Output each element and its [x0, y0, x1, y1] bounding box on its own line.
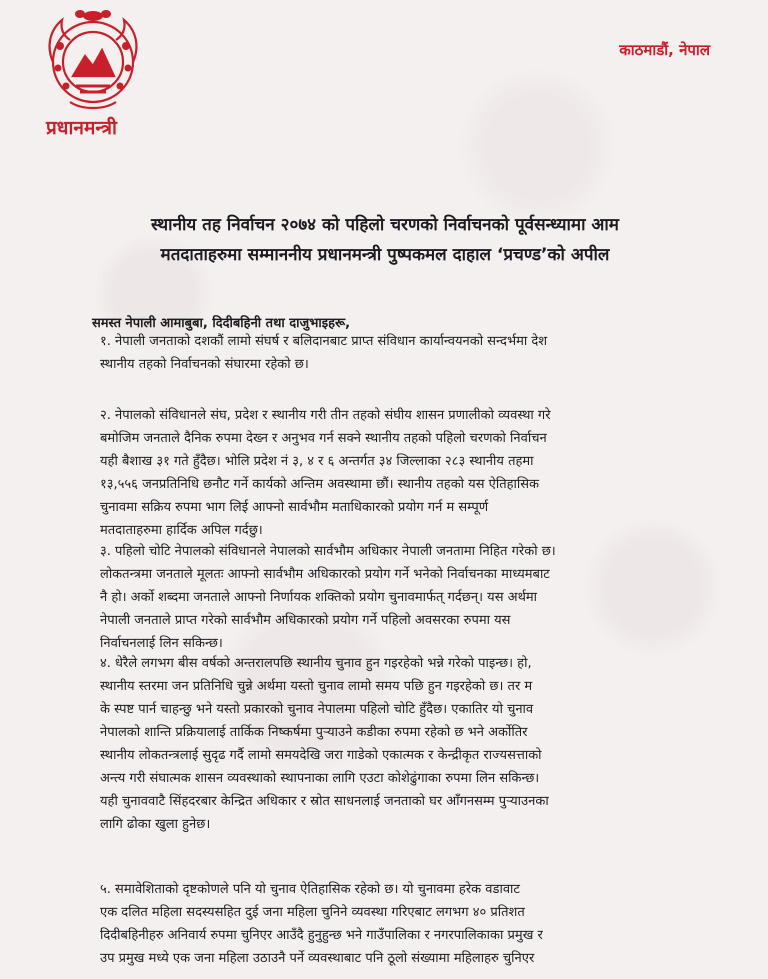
paragraph-line: के स्पष्ट पार्न चाहन्छु भने यस्तो प्रकारको चुनाव नेपालमा पहिलो चोटि हुँदैछ। एकातिर यो चुनाव	[100, 702, 534, 717]
paragraph-line: यही बैशाख ३१ गते हुँदैछ। भोलि प्रदेश नं ३, ४ र ६ अन्तर्गत ३४ जिल्लाका २८३ स्थानीय तहमा	[100, 454, 534, 469]
paragraph-line: दिदीबहिनीहरु अनिवार्य रुपमा चुनिएर आउँदै हुनुहुन्छ भने गाउँपालिका र नगरपालिकाका प्रमुख र	[100, 928, 543, 943]
paragraph-line: लागि ढोका खुला हुनेछ।	[100, 817, 211, 832]
paragraph-line: ४. धेरैले लगभग बीस वर्षको अन्तरालपछि स्थानीय चुनाव हुन गइरहेको भन्ने गरेको पाइन्छ। हो,	[100, 656, 532, 671]
paragraph-1	[100, 330, 710, 376]
paragraph-line: मतदाताहरुमा हार्दिक अपिल गर्दछु।	[100, 523, 263, 538]
paragraph-line: ३. पहिलो चोटि नेपालको संविधानले नेपालको सार्वभौम अधिकार नेपाली जनतामा निहित गरेको छ।	[100, 544, 556, 559]
paragraph-line: ५. समावेशिताको दृष्टकोणले पनि यो चुनाव ऐतिहासिक रहेको छ। यो चुनावमा हरेक वडावाट	[100, 882, 520, 897]
title-line-1: स्थानीय तह निर्वाचन २०७४ को पहिलो चरणको निर्वाचनको पूर्वसन्ध्यामा आम	[151, 215, 619, 235]
paragraph-2	[100, 404, 710, 542]
paragraph-line: यही चुनाववाटै सिंहदरबार केन्द्रित अधिकार र स्रोत साधनलाई जनताको घर आँगनसम्म पुऱ्याउनका	[100, 794, 549, 809]
paragraph-line: स्थानीय स्तरमा जन प्रतिनिधि चुन्ने अर्थमा यस्तो चुनाव लामो समय पछि हुन गइरहेको छ। तर म	[100, 679, 533, 694]
paragraph-line: अन्त्य गरी संघात्मक शासन व्यवस्थाको स्थापनाका लागि एउटा कोशेढुंगाका रुपमा लिन सकिन्छ।	[100, 771, 540, 786]
paragraph-5	[100, 878, 710, 970]
paragraph-line: चुनावमा सक्रिय रुपमा भाग लिई आफ्नो सार्वभौम मताधिकारको प्रयोग गर्न म सम्पूर्ण	[100, 500, 489, 515]
paragraph-line: नेपालको शान्ति प्रक्रियालाई तार्किक निष्कर्षमा पुऱ्याउने कडीका रुपमा रहेको छ भने अर्कोतिर	[100, 725, 528, 740]
title-line-2: मतदाताहरुमा सम्माननीय प्रधानमन्त्री पुष्पकमल दाहाल ‘प्रचण्ड’को अपील	[160, 245, 610, 265]
paragraph-line: निर्वाचनलाई लिन सकिन्छ।	[100, 636, 223, 651]
paragraph-line: स्थानीय लोकतन्त्रलाई सुदृढ गर्दै लामो समयदेखि जरा गाडेको एकात्मक र केन्द्रीकृत राज्यसत्ताको	[100, 748, 542, 763]
paragraph-line: नेपाली जनताले प्राप्त गरेको सार्वभौम अधिकारको प्रयोग गर्ने पहिलो अवसरका रुपमा यस	[100, 613, 511, 628]
paragraph-line: नै हो। अर्को शब्दमा जनताले आफ्नो निर्णायक शक्तिको प्रयोग चुनावमार्फत् गर्दछन्। यस अर्थमा	[100, 590, 538, 605]
paragraph-4	[100, 652, 710, 836]
place-date-line: काठमाडौं, नेपाल	[619, 41, 710, 59]
salutation: समस्त नेपाली आमाबुबा, दिदीबहिनी तथा दाजुभाइहरू,	[92, 316, 351, 331]
paragraph-line: १३,५५६ जनप्रतिनिधि छनौट गर्ने कार्यको अन्तिम अवस्थामा छौं। स्थानीय तहको यस ऐतिहासिक	[100, 477, 540, 492]
paragraph-line: स्थानीय तहको निर्वाचनको संघारमा रहेको छ।	[100, 357, 309, 372]
paragraph-3	[100, 540, 710, 655]
paragraph-line: उप प्रमुख मध्ये एक जना महिला उठाउनै पर्ने व्यवस्थाबाट पनि ठूलो संख्यामा महिलाहरु चुनिएर	[100, 951, 535, 966]
office-label: प्रधानमन्त्री	[46, 117, 117, 139]
paragraph-line: लोकतन्त्रमा जनताले मूलतः आफ्नो सार्वभौम अधिकारको प्रयोग गर्ने भनेको निर्वाचनका माध्यमबाट	[100, 567, 550, 582]
paragraph-line: १. नेपाली जनताको दशकौं लामो संघर्ष र बलिदानबाट प्राप्त संविधान कार्यान्वयनको सन्दर्भमा देश	[100, 334, 548, 349]
nepal-emblem-icon	[40, 6, 146, 114]
paragraph-line: बमोजिम जनताले दैनिक रुपमा देख्न र अनुभव गर्न सक्ने स्थानीय तहको पहिलो चरणको निर्वाचन	[100, 431, 547, 446]
letter-title	[90, 210, 680, 270]
paragraph-line: २. नेपालको संविधानले संघ, प्रदेश र स्थानीय गरी तीन तहको संघीय शासन प्रणालीको व्यवस्था गरे	[100, 408, 551, 423]
paragraph-line: एक दलित महिला सदस्यसहित दुई जना महिला चुनिने व्यवस्था गरिएबाट लगभग ४० प्रतिशत	[100, 905, 525, 920]
